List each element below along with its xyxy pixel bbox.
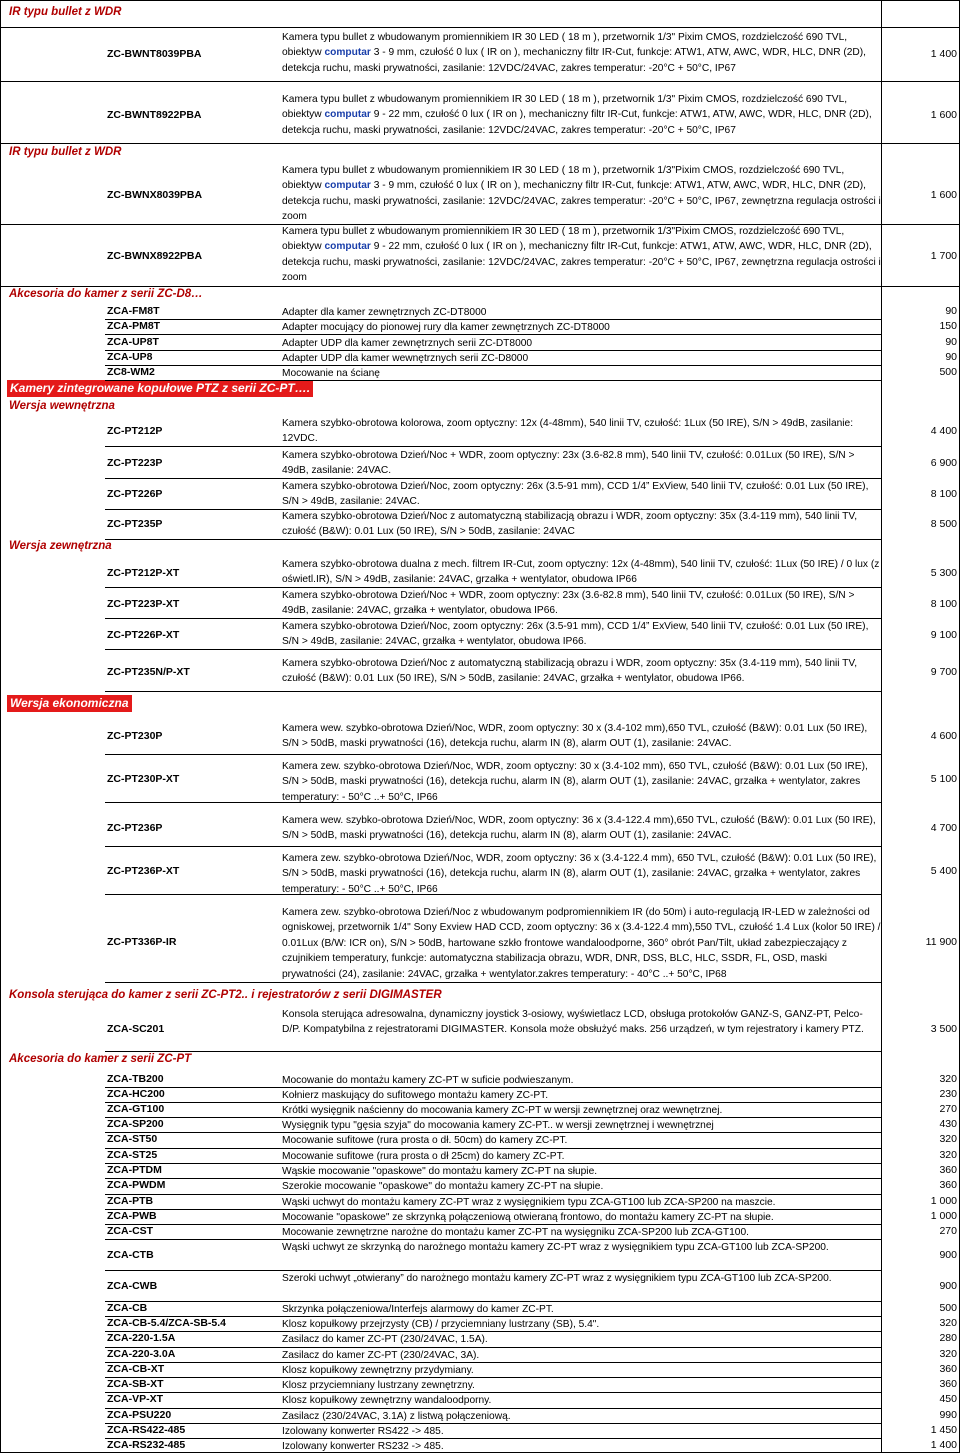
row-divider bbox=[105, 334, 881, 335]
product-desc: Izolowany konwerter RS422 -> 485. bbox=[282, 1426, 444, 1437]
product-price: 360 bbox=[939, 1164, 957, 1176]
product-code: ZC-PT230P-XT bbox=[107, 773, 180, 785]
product-price: 90 bbox=[945, 336, 957, 348]
product-price: 270 bbox=[939, 1103, 957, 1115]
product-code: ZCA-HC200 bbox=[107, 1088, 165, 1100]
product-price: 450 bbox=[939, 1393, 957, 1405]
product-price: 90 bbox=[945, 351, 957, 363]
product-price: 320 bbox=[939, 1317, 957, 1329]
product-desc: Mocowanie zewnętrzne narożne do montażu kamer ZC-PT na wysięgniku ZCA-SP200 lub ZCA-GT100. bbox=[282, 1227, 749, 1238]
product-code: ZC-PT212P bbox=[107, 425, 163, 437]
product-price: 230 bbox=[939, 1088, 957, 1100]
product-desc: Kamera szybko-obrotowa dualna z mech. filtrem IR-Cut, zoom optyczny: 12x (4-48mm), 540 linii TV, czułość: 1Lux (50 IRE) / 0 lux (z oświetl.IR), S/N > 49dB, zasilanie: 24VAC, grzałka + wentylator, obudowa IP66 bbox=[282, 559, 880, 586]
product-desc: Mocowanie sufitowe (rura prosta o dł. 50cm) do kamery ZC-PT. bbox=[282, 1135, 568, 1146]
product-price: 3 500 bbox=[930, 1023, 957, 1035]
product-code: ZCA-PWB bbox=[107, 1210, 157, 1222]
product-code: ZC-PT336P-IR bbox=[107, 936, 177, 948]
section-indoor: Wersja wewnętrzna bbox=[9, 400, 115, 412]
product-price: 280 bbox=[939, 1332, 957, 1344]
product-code: ZCA-GT100 bbox=[107, 1103, 165, 1115]
product-code: ZC-PT223P-XT bbox=[107, 598, 180, 610]
product-desc: Kamera typu bullet z wbudowanym promiennikiem IR 30 LED ( 18 m ), przetwornik 1/3" Pixim CMOS, rozdzielczość 690 TVL, obiektyw computar 9 - 22 mm, czułość 0 lux ( IR on ), mechaniczny filtr IR-Cut, funkcje: ATW1, ATW, AWC, WDR, HLC, DNR (2D), detekcja ruchu, maski prywatności, zasilanie: 12VDC/24VAC, zakres temperatur: -20°C + 50°C, IP67 bbox=[282, 94, 872, 136]
product-price: 6 900 bbox=[930, 457, 957, 469]
product-price: 320 bbox=[939, 1149, 957, 1161]
price-column-divider bbox=[881, 1, 882, 1452]
product-code: ZC-PT226P-XT bbox=[107, 629, 180, 641]
product-code: ZCA-SP200 bbox=[107, 1118, 164, 1130]
product-desc: Kamera wew. szybko-obrotowa Dzień/Noc, WDR, zoom optyczny: 36 x (3.4-122.4 mm),650 TVL, czułość (B&W): 0.01 Lux (50 IRE), S/N > 50dB, maski prywatności (16), detekcja ruchu, alarm IN (8), alarm OUT (1), zasilanie: 24VAC. bbox=[282, 815, 876, 842]
product-code: ZC-PT230P bbox=[107, 730, 163, 742]
brand-label: computar bbox=[324, 241, 371, 253]
product-price: 4 600 bbox=[930, 730, 957, 742]
section-ptz-integrated: Kamery zintegrowane kopułowe PTZ z serii ZC-PT…. bbox=[7, 380, 313, 397]
product-price: 8 100 bbox=[930, 598, 957, 610]
product-desc: Kamera szybko-obrotowa Dzień/Noc z automatyczną stabilizacją obrazu i WDR, zoom optyczny: 35x (3.4-119 mm), 540 linii TV, czułość (B&W): 0.01 Lux (50 IRE), S/N > 50dB, zasilanie: 24VAC bbox=[282, 511, 858, 538]
product-desc: Zasilacz do kamer ZC-PT (230/24VAC, 1.5A). bbox=[282, 1334, 488, 1345]
product-code: ZCA-CB bbox=[107, 1302, 148, 1314]
section-acc-d8: Akcesoria do kamer z serii ZC-D8… bbox=[9, 288, 203, 300]
product-desc: Klosz kopułkowy zewnętrzny wandaloodporny. bbox=[282, 1395, 492, 1406]
product-desc: Klosz kopułkowy przejrzysty (CB) / przyciemniany lustrzany (SB), 5.4". bbox=[282, 1319, 600, 1330]
product-code: ZCA-CB-XT bbox=[107, 1363, 165, 1375]
product-desc: Szeroki uchwyt „otwierany” do narożnego montażu kamery ZC-PT wraz z wysięgnikiem typu ZCA-GT100 lub ZCA-SP200. bbox=[282, 1273, 832, 1284]
product-desc: Konsola sterująca adresowalna, dynamiczny joystick 3-osiowy, wyświetlacz LCD, obsługa protokołów GANZ-S, GANZ-PT, Pelco-D/P. Kompatybilna z rejestratorami DIGIMASTER. Konsola może obsłużyć maks. 256 urządzeń, w tym rejestratory i kamery PTZ. bbox=[282, 1009, 864, 1036]
product-desc: Kamera wew. szybko-obrotowa Dzień/Noc, WDR, zoom optyczny: 30 x (3.4-102 mm),650 TVL, czułość (B&W): 0.01 Lux (50 IRE), S/N > 50dB, maski prywatności (16), detekcja ruchu, alarm IN (8), alarm OUT (1), zasilanie: 24VAC. bbox=[282, 723, 868, 750]
product-code: ZC-BWNX8922PBA bbox=[107, 250, 203, 262]
row-divider bbox=[105, 1051, 881, 1052]
product-code: ZC-BWNT8039PBA bbox=[107, 48, 202, 60]
product-code: ZC-PT236P-XT bbox=[107, 865, 180, 877]
product-price: 900 bbox=[939, 1280, 957, 1292]
product-desc: Kamera szybko-obrotowa Dzień/Noc, zoom optyczny: 26x (3.5-91 mm), CCD 1/4” ExView, 540 linii TV, czułość: 0.01 Lux (50 IRE), S/N > 49dB, zasilanie: 24VAC. bbox=[282, 481, 869, 508]
product-desc: Mocowanie na ścianę bbox=[282, 368, 380, 379]
product-price: 270 bbox=[939, 1225, 957, 1237]
product-desc: Zasilacz (230/24VAC, 3.1A) z listwą połączeniową. bbox=[282, 1411, 511, 1422]
product-desc: Kołnierz maskujący do sufitowego montażu kamery ZC-PT. bbox=[282, 1090, 549, 1101]
product-price: 90 bbox=[945, 305, 957, 317]
product-code: ZCA-RS422-485 bbox=[107, 1424, 186, 1436]
product-code: ZCA-SC201 bbox=[107, 1023, 165, 1035]
product-code: ZCA-CST bbox=[107, 1225, 154, 1237]
product-price: 1 600 bbox=[930, 189, 957, 201]
product-desc: Klosz kopułkowy zewnętrzny przydymiany. bbox=[282, 1365, 474, 1376]
product-code: ZCA-FM8T bbox=[107, 305, 160, 317]
product-desc: Mocowanie "opaskowe" ze skrzynką połączeniową otwieraną frontowo, do montażu kamery ZC-PT na słupie. bbox=[282, 1212, 774, 1223]
product-code: ZCA-CWB bbox=[107, 1280, 158, 1292]
product-price: 11 900 bbox=[925, 936, 957, 948]
product-code: ZC-PT235P bbox=[107, 518, 163, 530]
product-code: ZCA-UP8T bbox=[107, 336, 159, 348]
product-desc: Wąski uchwyt ze skrzynką do narożnego montażu kamery ZC-PT wraz z wysięgnikiem typu ZCA-GT100 lub ZCA-SP200. bbox=[282, 1242, 829, 1253]
product-price: 5 400 bbox=[930, 865, 957, 877]
brand-label: computar bbox=[324, 109, 371, 121]
product-price: 9 100 bbox=[930, 629, 957, 641]
product-code: ZCA-ST50 bbox=[107, 1133, 158, 1145]
product-price: 1 700 bbox=[930, 250, 957, 262]
product-code: ZCA-PWDM bbox=[107, 1179, 166, 1191]
product-code: ZCA-ST25 bbox=[107, 1149, 158, 1161]
product-desc: Kamera zew. szybko-obrotowa Dzień/Noc z wbudowanym podpromiennikiem IR (do 50m) i auto-regulacją IR-LED w zależności od ogniskowej, przetwornik 1/4" Sony Exview HAD CCD, zoom optyczny: 36 x (3.4-122.4 mm),550 TVL, czułość 1.4 Lux (kolor 50 IRE) / 0.01Lux (B/W: ICR on), S/N > 50dB, hartowane szkło frontowe wandaloodporne, 360° obrót Pan/Tilt, układ zabezpieczający z czujnikiem temperatury, funkcje: automatyczna stabilizacja obrazu, WDR, DNR, DSS, BLC, HLC, SSDR, FL, OSD, maski prywatności (24), zasilanie: 24VAC, grzałka + wentylator.zakres temperatury: - 40°C ..+ 50°C, IP68 bbox=[282, 907, 881, 980]
product-desc: Skrzynka połączeniowa/Interfejs alarmowy do kamer ZC-PT. bbox=[282, 1304, 554, 1315]
product-code: ZC-PT212P-XT bbox=[107, 567, 180, 579]
product-price: 500 bbox=[939, 366, 957, 378]
product-desc: Kamera szybko-obrotowa kolorowa, zoom optyczny: 12x (4-48mm), 540 linii TV, czułość: 1Lux (50 IRE), S/N > 49dB, zasilanie: 12VDC. bbox=[282, 418, 854, 445]
product-desc: Kamera typu bullet z wbudowanym promiennikiem IR 30 LED ( 18 m ), przetwornik 1/3"Pixim CMOS, rozdzielczość 690 TVL, obiektyw computar 3 - 9 mm, czułość 0 lux ( IR on ), mechaniczny filtr IR-Cut, funkcje: ATW1, ATW, AWC, WDR, HLC, DNR (2D), detekcja ruchu, maski prywatności, zasilanie: 12VDC/24VAC, zakres temperatur: -20°C + 50°C, IP67, zewnętrzna regulacja ostrości i zoom bbox=[282, 165, 881, 223]
product-desc: Szerokie mocowanie "opaskowe" do montażu kamery ZC-PT na słupie. bbox=[282, 1181, 604, 1192]
product-price: 320 bbox=[939, 1073, 957, 1085]
product-price: 500 bbox=[939, 1302, 957, 1314]
product-price: 1 000 bbox=[930, 1210, 957, 1222]
product-desc: Zasilacz do kamer ZC-PT (230/24VAC, 3A). bbox=[282, 1350, 480, 1361]
product-code: ZCA-PTB bbox=[107, 1195, 154, 1207]
product-price: 5 100 bbox=[930, 773, 957, 785]
product-price: 360 bbox=[939, 1378, 957, 1390]
product-price: 1 400 bbox=[930, 48, 957, 60]
product-code: ZCA-SB-XT bbox=[107, 1378, 164, 1390]
product-code: ZCA-CB-5.4/ZCA-SB-5.4 bbox=[107, 1317, 227, 1329]
divider bbox=[1, 286, 959, 287]
row-divider bbox=[105, 380, 881, 381]
product-price: 4 700 bbox=[930, 822, 957, 834]
product-price: 8 100 bbox=[930, 488, 957, 500]
section-outdoor: Wersja zewnętrzna bbox=[9, 540, 112, 552]
product-price: 1 000 bbox=[930, 1195, 957, 1207]
product-price: 5 300 bbox=[930, 567, 957, 579]
product-code: ZC-PT235N/P-XT bbox=[107, 666, 190, 678]
product-code: ZCA-CTB bbox=[107, 1249, 154, 1261]
section-economy: Wersja ekonomiczna bbox=[7, 695, 132, 712]
product-desc: Wąskie mocowanie "opaskowe" do montażu kamery ZC-PT na słupie. bbox=[282, 1166, 598, 1177]
product-code: ZCA-PTDM bbox=[107, 1164, 162, 1176]
product-desc: Kamera zew. szybko-obrotowa Dzień/Noc, WDR, zoom optyczny: 36 x (3.4-122.4 mm), 650 TVL, czułość (B&W): 0.01 Lux (50 IRE), S/N > 50dB, maski prywatności (16), detekcja ruchu, alarm IN (8), alarm OUT (1), zasilanie: 24VAC, grzałka + wentylator, zakres temperatury: - 50°C ..+ 50°C, IP66 bbox=[282, 853, 877, 895]
row-divider bbox=[105, 539, 881, 540]
row-divider bbox=[105, 802, 881, 803]
product-desc: Izolowany konwerter RS232 -> 485. bbox=[282, 1441, 444, 1452]
product-code: ZCA-UP8 bbox=[107, 351, 153, 363]
product-desc: Adapter dla kamer zewnętrznych ZC-DT8000 bbox=[282, 307, 487, 318]
product-desc: Mocowanie sufitowe (rura prosta o dł 25cm) do kamery ZC-PT. bbox=[282, 1151, 565, 1162]
row-divider bbox=[105, 846, 881, 847]
row-divider bbox=[105, 446, 881, 447]
product-code: ZCA-220-1.5A bbox=[107, 1332, 176, 1344]
product-code: ZC-BWNX8039PBA bbox=[107, 189, 203, 201]
divider bbox=[1, 81, 959, 82]
row-divider bbox=[105, 691, 881, 692]
product-price: 360 bbox=[939, 1179, 957, 1191]
product-code: ZC-PT223P bbox=[107, 457, 163, 469]
product-price: 1 600 bbox=[930, 109, 957, 121]
product-desc: Wysięgnik typu "gęsia szyja" do mocowania kamery ZC-PT.. w wersji zewnętrznej i wewnętrznej bbox=[282, 1120, 714, 1131]
product-price: 8 500 bbox=[930, 518, 957, 530]
product-desc: Kamera typu bullet z wbudowanym promiennikiem IR 30 LED ( 18 m ), przetwornik 1/3" Pixim CMOS, rozdzielczość 690 TVL, obiektyw computar 3 - 9 mm, czułość 0 lux ( IR on ), mechaniczny filtr IR-Cut, funkcje: ATW1, ATW, AWC, WDR, HLC, DNR (2D), detekcja ruchu, maski prywatności, zasilanie: 12VDC/24VAC, zakres temperatur: -20°C + 50°C, IP67 bbox=[282, 32, 867, 74]
product-code: ZC-PT226P bbox=[107, 488, 163, 500]
brand-label: computar bbox=[324, 180, 371, 192]
product-desc: Kamera szybko-obrotowa Dzień/Noc + WDR, zoom optyczny: 23x (3.6-82.8 mm), 540 linii TV, czułość: 0.01Lux (50 IRE), S/N > 49dB, zasilanie: 24VAC, grzałka + wentylator, obudowa IP66. bbox=[282, 590, 855, 617]
section-acc-pt: Akcesoria do kamer z serii ZC-PT bbox=[9, 1053, 192, 1065]
product-desc: Adapter mocujący do pionowej rury dla kamer zewnętrznych ZC-DT8000 bbox=[282, 322, 610, 333]
product-code: ZCA-PM8T bbox=[107, 320, 161, 332]
product-price: 1 450 bbox=[930, 1424, 957, 1436]
product-desc: Adapter UDP dla kamer wewnętrznych serii ZC-D8000 bbox=[282, 353, 529, 364]
product-price: 430 bbox=[939, 1118, 957, 1130]
product-desc: Kamera zew. szybko-obrotowa Dzień/Noc, WDR, zoom optyczny: 30 x (3.4-102 mm), 650 TVL, czułość (B&W): 0.01 Lux (50 IRE), S/N > 50dB, maski prywatności (16), detekcja ruchu, alarm IN (8), alarm OUT (1), zasilanie: 24VAC, grzałka + wentylator, zakres temperatury: - 50°C ..+ 50°C, IP66 bbox=[282, 761, 868, 803]
row-divider bbox=[105, 982, 881, 983]
product-desc: Klosz przyciemniany lustrzany zewnętrzny. bbox=[282, 1380, 475, 1391]
product-desc: Mocowanie do montażu kamery ZC-PT w suficie podwieszanym. bbox=[282, 1075, 574, 1086]
product-price: 150 bbox=[939, 320, 957, 332]
product-price: 360 bbox=[939, 1363, 957, 1375]
product-price: 320 bbox=[939, 1348, 957, 1360]
product-price: 990 bbox=[939, 1409, 957, 1421]
product-code: ZCA-RS232-485 bbox=[107, 1439, 186, 1451]
product-price: 4 400 bbox=[930, 425, 957, 437]
product-code: ZC-PT236P bbox=[107, 822, 163, 834]
product-code: ZCA-VP-XT bbox=[107, 1393, 163, 1405]
divider bbox=[1, 27, 959, 28]
product-code: ZCA-TB200 bbox=[107, 1073, 164, 1085]
row-divider bbox=[105, 649, 881, 650]
brand-label: computar bbox=[324, 47, 371, 59]
section-ir-bullet-2: IR typu bullet z WDR bbox=[9, 146, 122, 158]
product-desc: Kamera typu bullet z wbudowanym promiennikiem IR 30 LED ( 18 m ), przetwornik 1/3"Pixim CMOS, rozdzielczość 690 TVL, obiektyw computar 9 - 22 mm, czułość 0 lux ( IR on ), mechaniczny filtr IR-Cut, funkcje: ATW1, ATW, AWC, WDR, HLC, DNR (2D), detekcja ruchu, maski prywatności, zasilanie: 12VDC/24VAC, zakres temperatur: -20°C + 50°C, IP67, zewnętrzna regulacja ostrości i zoom bbox=[282, 226, 881, 284]
row-divider bbox=[105, 894, 881, 895]
product-code: ZC8-WM2 bbox=[107, 366, 155, 378]
product-desc: Kamera szybko-obrotowa Dzień/Noc + WDR, zoom optyczny: 23x (3.6-82.8 mm), 540 linii TV, czułość: 0.01Lux (50 IRE), S/N > 49dB, zasilanie: 24VAC. bbox=[282, 450, 855, 477]
product-desc: Adapter UDP dla kamer zewnętrznych serii ZC-DT8000 bbox=[282, 338, 533, 349]
section-ir-bullet-1: IR typu bullet z WDR bbox=[9, 6, 122, 18]
product-code: ZCA-220-3.0A bbox=[107, 1348, 176, 1360]
row-divider bbox=[105, 754, 881, 755]
product-desc: Kamera szybko-obrotowa Dzień/Noc, zoom optyczny: 26x (3.5-91 mm), CCD 1/4” ExView, 540 linii TV, czułość: 0.01 Lux (50 IRE), S/N > 49dB, zasilanie: 24VAC, grzałka + wentylator, obudowa IP66. bbox=[282, 621, 869, 648]
product-price: 1 400 bbox=[930, 1439, 957, 1451]
product-price: 320 bbox=[939, 1133, 957, 1145]
product-desc: Krótki wysięgnik naścienny do mocowania kamery ZC-PT w wersji zewnętrznej oraz wewnętrznej. bbox=[282, 1105, 723, 1116]
product-price: 9 700 bbox=[930, 666, 957, 678]
product-code: ZCA-PSU220 bbox=[107, 1409, 172, 1421]
section-console: Konsola sterująca do kamer z serii ZC-PT2.. i rejestratorów z serii DIGIMASTER bbox=[9, 989, 442, 1001]
divider bbox=[1, 143, 959, 144]
product-desc: Kamera szybko-obrotowa Dzień/Noc z automatyczną stabilizacją obrazu i WDR, zoom optyczny: 35x (3.4-119 mm), 540 linii TV, czułość (B&W): 0.01 Lux (50 IRE), S/N > 50dB, zasilanie: 24VAC, grzałka + wentylator, obudowa IP66. bbox=[282, 658, 858, 685]
product-desc: Wąski uchwyt do montażu kamery ZC-PT wraz z wysięgnikiem typu ZCA-GT100 lub ZCA-SP200 na maszcie. bbox=[282, 1197, 776, 1208]
product-price: 900 bbox=[939, 1249, 957, 1261]
product-code: ZC-BWNT8922PBA bbox=[107, 109, 202, 121]
